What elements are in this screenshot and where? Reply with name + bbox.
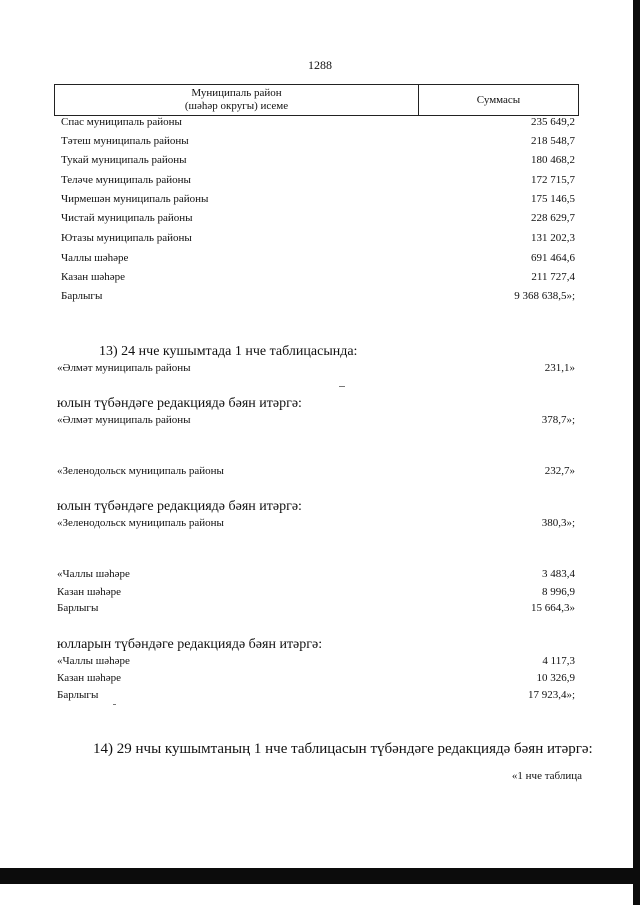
table-row-name: Казан шәһәре xyxy=(61,271,126,283)
edit-phrase-1: юлын түбәндәге редакциядә бәян итәргә: xyxy=(57,396,302,411)
edit-phrase-3: юлларын түбәндәге редакциядә бәян итәргә: xyxy=(57,637,323,652)
scan-speck xyxy=(339,386,345,387)
table-row-name: Тәтеш муниципаль районы xyxy=(61,135,189,147)
table-header xyxy=(54,84,579,116)
header-col-name xyxy=(55,87,418,113)
scan-edge-right xyxy=(633,0,640,905)
table-row-amount: 175 146,5 xyxy=(531,193,575,205)
cities-new-amount: 10 326,9 xyxy=(536,672,575,684)
table-row-amount: 218 548,7 xyxy=(531,135,575,147)
section-13-heading: 13) 24 нче кушымтада 1 нче таблицасында: xyxy=(99,344,358,359)
zelenodolsk-new-amount: 380,3»; xyxy=(541,517,575,529)
section-14-heading: 14) 29 нчы кушымтаның 1 нче таблицасын түбәндәге редакциядә бәян итәргә: xyxy=(93,741,593,757)
cities-old-amount: 3 483,4 xyxy=(542,568,575,580)
table-label: «1 нче таблица xyxy=(511,770,582,782)
table-row-name: Чирмешән муниципаль районы xyxy=(61,193,209,205)
cities-new-amount: 4 117,3 xyxy=(542,655,575,667)
cities-new-row: Казан шәһәре xyxy=(57,672,122,684)
table-row-amount: 211 727,4 xyxy=(531,271,575,283)
zelenodolsk-old-amount: 232,7» xyxy=(544,465,575,477)
page-number: 1288 xyxy=(308,58,332,72)
table-row-amount: 228 629,7 xyxy=(531,212,575,224)
zelenodolsk-old-name: «Зеленодольск муниципаль районы xyxy=(57,465,224,477)
almet-old-name: «Әлмәт муниципаль районы xyxy=(57,362,191,374)
cities-new-row: «Чаллы шәһәре xyxy=(57,655,130,667)
scan-edge-bottom xyxy=(0,868,640,884)
cities-new-amount: 17 923,4»; xyxy=(527,689,575,701)
scan-speck xyxy=(113,704,116,705)
cities-new-row: Барлыгы xyxy=(57,689,99,701)
table-row-amount: 131 202,3 xyxy=(531,232,575,244)
table-row-amount: 691 464,6 xyxy=(531,252,575,264)
header-col-amount: Суммасы xyxy=(476,94,521,106)
header-col-name-line1: Муниципаль район xyxy=(191,87,282,99)
zelenodolsk-new-name: «Зеленодольск муниципаль районы xyxy=(57,517,224,529)
table-row-name: Барлыгы xyxy=(61,290,103,302)
header-col-name-line2: (шәһәр округы) исеме xyxy=(184,100,289,112)
almet-new-amount: 378,7»; xyxy=(541,414,575,426)
cities-old-row: «Чаллы шәһәре xyxy=(57,568,130,580)
cities-old-amount: 15 664,3» xyxy=(531,602,575,614)
edit-phrase-2: юлын түбәндәге редакциядә бәян итәргә: xyxy=(57,499,302,514)
almet-new-name: «Әлмәт муниципаль районы xyxy=(57,414,191,426)
table-row-name: Чистай муниципаль районы xyxy=(61,212,193,224)
table-row-amount: 180 468,2 xyxy=(531,154,575,166)
cities-old-row: Барлыгы xyxy=(57,602,99,614)
table-row-name: Теләче муниципаль районы xyxy=(61,174,191,186)
table-row-name: Тукай муниципаль районы xyxy=(61,154,187,166)
table-row-name: Ютазы муниципаль районы xyxy=(61,232,192,244)
table-row-amount: 172 715,7 xyxy=(531,174,575,186)
cities-old-amount: 8 996,9 xyxy=(542,586,575,598)
table-row-name: Спас муниципаль районы xyxy=(61,116,182,128)
table-row-amount: 9 368 638,5»; xyxy=(514,290,575,302)
table-row-name: Чаллы шәһәре xyxy=(61,252,129,264)
almet-old-amount: 231,1» xyxy=(544,362,575,374)
table-row-amount: 235 649,2 xyxy=(531,116,575,128)
cities-old-row: Казан шәһәре xyxy=(57,586,122,598)
